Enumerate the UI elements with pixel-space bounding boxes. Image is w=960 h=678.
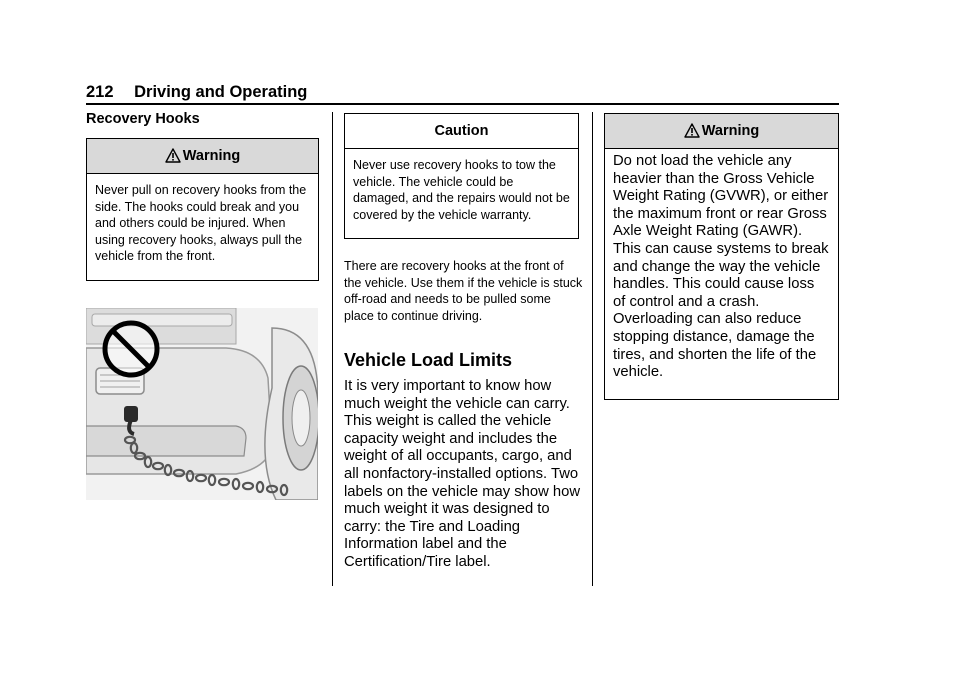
- caution-title: Caution: [345, 114, 578, 149]
- caution-box: [344, 113, 579, 239]
- recovery-warning-box: [86, 138, 319, 281]
- column-divider-1: [332, 112, 333, 586]
- warning-title: [87, 139, 318, 174]
- recovery-hooks-heading: Recovery Hooks: [86, 111, 200, 127]
- warning-triangle-icon: [165, 142, 181, 176]
- warning-triangle-icon: [684, 117, 700, 151]
- column-divider-2: [592, 112, 593, 586]
- warning-title-text: Warning: [182, 148, 241, 164]
- warning-body: Never pull on recovery hooks from the side. The hooks could break and you and others could be injured. When using recovery hooks, always pull the vehicle from the front.: [95, 183, 307, 263]
- caution-body: Never use recovery hooks to tow the vehicle. The vehicle could be damaged, and the repairs would not be covered by the vehicle warranty.: [353, 158, 570, 222]
- vehicle-load-limits-paragraph: It is very important to know how much weight the vehicle can carry. This weight is called the vehicle capacity weight and includes the weight of all occupants, cargo, and all nonfactory-installed options. Two labels on the vehicle may show how much weight it was designed to carry: the Tire and Loading Information label and the Certification/Tire label.: [344, 378, 581, 570]
- warning-title-text: Warning: [701, 123, 760, 139]
- warning-title: [605, 114, 838, 149]
- recovery-hook-illustration: [86, 308, 318, 500]
- page-header: [86, 83, 307, 102]
- recovery-hooks-paragraph: There are recovery hooks at the front of the vehicle. Use them if the vehicle is stuck off-road and needs to be pulled some place to continue driving.: [344, 259, 583, 323]
- warning-body: Do not load the vehicle any heavier than the Gross Vehicle Weight Rating (GVWR), or either the maximum front or rear Gross Axle Weight Rating (GAWR). This can cause systems to break and change the way the vehicle handles. This could cause loss of control and a crash. Overloading can also reduce stopping distance, damage the tires, and shorten the life of the vehicle.: [613, 153, 829, 381]
- vehicle-load-limits-heading: Vehicle Load Limits: [344, 350, 513, 370]
- header-rule: [86, 103, 839, 105]
- load-warning-box: [604, 113, 839, 400]
- page-number: 212: [86, 83, 114, 101]
- section-title: Driving and Operating: [134, 83, 308, 101]
